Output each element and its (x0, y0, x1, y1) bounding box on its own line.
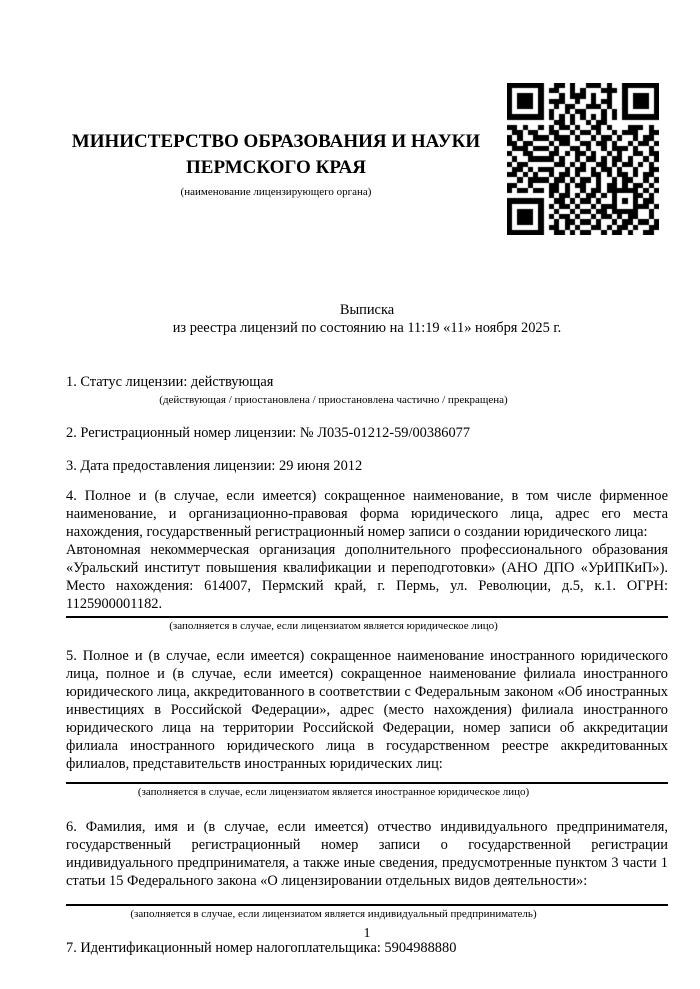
page-number: 1 (363, 926, 371, 941)
foreign-entity-section (66, 647, 668, 773)
license-status: 1. Статус лицензии: действующая (66, 374, 274, 390)
ministry-name-line2: ПЕРМСКОГО КРАЯ (186, 157, 366, 178)
legal-entity-section (66, 487, 668, 613)
ministry-name-line1: МИНИСТЕРСТВО ОБРАЗОВАНИЯ И НАУКИ (71, 131, 481, 152)
entrepreneur-underline (66, 904, 668, 906)
legal-entity-label: 4. Полное и (в случае, если имеется) сокращенное наименование, в том числе фирменное наименование, и организационно-правовая форма юридического лица, адрес его места нахождения, государственный регистрационный номер записи о создании юридического лица: (66, 488, 668, 540)
foreign-entity-label: 5. Полное и (в случае, если имеется) сокращенное наименование иностранного юридического лица, полное и (в случае, если имеется) сокращенное наименование филиала иностранного юридического лица, аккредитованного в соответствии с Федеральным законом «Об иностранных инвестициях в Российской Федерации», адрес (место нахождения) филиала иностранного юридического лица на территории Российской Федерации, номер записи об аккредитации филиала иностранного юридического лица в государственном реестре аккредитованных филиалов, представительств иностранных юридических лиц: (66, 648, 668, 772)
foreign-entity-caption: (заполняется в случае, если лицензиатом является иностранное юридическое лицо) (137, 786, 530, 798)
license-grant-date: 3. Дата предоставления лицензии: 29 июня 2012 (66, 458, 363, 474)
entrepreneur-caption: (заполняется в случае, если лицензиатом является индивидуальный предприниматель) (130, 908, 537, 920)
license-status-caption: (действующая / приостановлена / приостановлена частично / прекращена) (159, 394, 508, 406)
taxpayer-id: 7. Идентификационный номер налогоплательщика: 5904988880 (66, 940, 457, 956)
ministry-caption: (наименование лицензирующего органа) (180, 186, 372, 198)
document-title-line1: Выписка (339, 302, 395, 318)
license-registration-number: 2. Регистрационный номер лицензии: № Л035-01212-59/00386077 (66, 425, 471, 441)
document-body (66, 0, 668, 957)
legal-entity-underline (66, 616, 668, 618)
legal-entity-caption: (заполняется в случае, если лицензиатом является юридическое лицо) (169, 620, 498, 632)
entrepreneur-label: 6. Фамилия, имя и (в случае, если имеется) отчество индивидуального предпринимателя, государственный регистрационный номер записи о государственной регистрации индивидуального предпринимателя, а также иные сведения, предусмотренные пунктом 3 части 1 статьи 15 Федерального закона «О лицензировании отдельных видов деятельности»: (66, 819, 668, 889)
document-title-line2: из реестра лицензий по состоянию на 11:19 «11» ноября 2025 г. (172, 320, 562, 336)
foreign-entity-underline (66, 782, 668, 784)
document-title (66, 301, 668, 337)
legal-entity-value: Автономная некоммерческая организация дополнительного профессионального образования «Уральский институт повышения квалификации и переподготовки» (АНО ДПО «УрИПКиП»). Место нахождения: 614007, Пермский край, г. Пермь, ул. Революции, д.5, к.1. ОГРН: 1125900001182. (66, 542, 668, 612)
entrepreneur-section (66, 818, 668, 890)
